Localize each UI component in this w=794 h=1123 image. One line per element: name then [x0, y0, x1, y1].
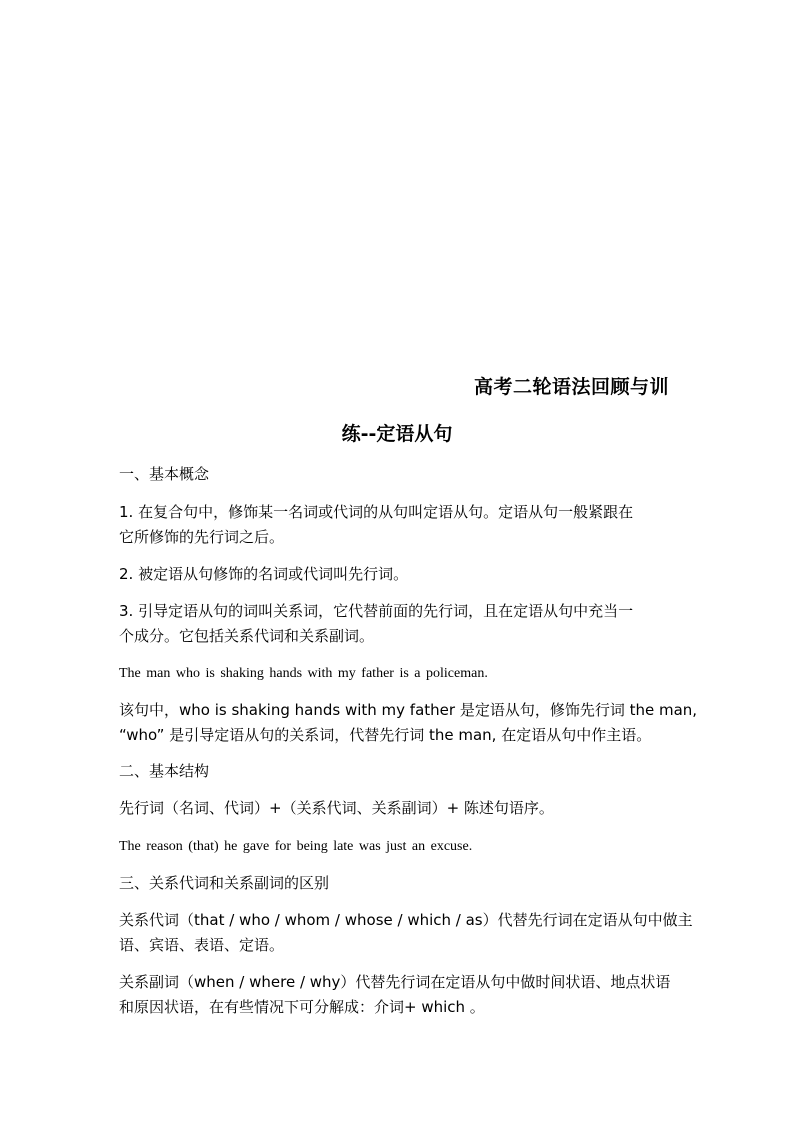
section1-heading: 一、基本概念: [119, 465, 210, 483]
section1-item1-line2: 它所修饰的先行词之后。: [119, 528, 285, 546]
section1-item3-line2: 个成分。它包括关系代词和关系副词。: [119, 627, 375, 645]
section3-heading: 三、关系代词和关系副词的区别: [119, 874, 330, 892]
section1-example-sentence: The man who is shaking hands with my father is a policeman.: [119, 666, 488, 681]
document-title-line1: 高考二轮语法回顾与训: [473, 376, 669, 398]
section3-pronoun-line2: 语、宾语、表语、定语。: [119, 936, 285, 954]
section1-item3-line1: 3. 引导定语从句的词叫关系词，它代替前面的先行词，且在定语从句中充当一: [119, 602, 634, 620]
section2-example-sentence: The reason (that) he gave for being late was just an excuse.: [119, 839, 473, 854]
section1-explanation-line1: 该句中，who is shaking hands with my father 是定语从句，修饰先行词 the man,: [119, 701, 698, 719]
section3-adverb-line1: 关系副词（when / where / why）代替先行词在定语从句中做时间状语、地点状语: [119, 973, 671, 991]
section1-explanation-line2: “who” 是引导定语从句的关系词，代替先行词 the man, 在定语从句中作主语。: [119, 726, 652, 744]
document-title-line2: 练--定语从句: [341, 423, 453, 445]
section1-item2: 2. 被定语从句修饰的名词或代词叫先行词。: [119, 565, 409, 583]
section1-item1-line1: 1. 在复合句中，修饰某一名词或代词的从句叫定语从句。定语从句一般紧跟在: [119, 503, 634, 521]
section3-pronoun-line1: 关系代词（that / who / whom / whose / which / as）代替先行词在定语从句中做主: [119, 911, 693, 929]
section2-heading: 二、基本结构: [119, 762, 210, 780]
section2-formula: 先行词（名词、代词）+（关系代词、关系副词）+ 陈述句语序。: [119, 799, 554, 817]
section3-adverb-line2: 和原因状语，在有些情况下可分解成：介词+ which 。: [119, 998, 485, 1016]
